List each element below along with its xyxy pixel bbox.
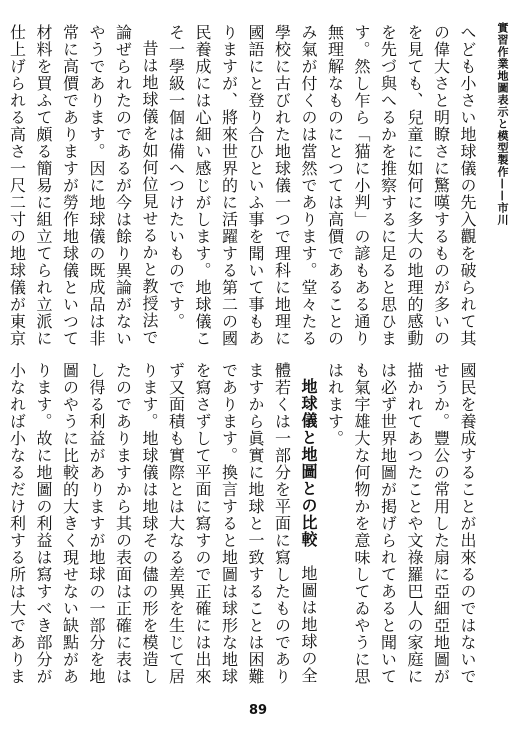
upper-text-block — [0, 24, 480, 362]
paragraph: へども小さい地球儀の先入觀を破られて其の偉大さと明瞭さに驚嘆するものが多いのを見ても、兒童に如何に多大の地理的感動を先づ與へるかを推察するに足ると思ひます。然し乍ら「猫に小判」の諺もある通り無理解なものにとつては高價であることのみ氣が付くのは當然であります。堂々たる學校に古びれた地球儀一つで理科に地理に國語にと登り合ひといふ事を聞いて事もありますが、將來世界的に活躍する第二の國民養成には心細い感じがします。地球儀こそ一學級一個は備へつけたいものです。 — [166, 24, 477, 347]
lower-text-block — [0, 362, 480, 692]
section-paragraph — [0, 362, 321, 692]
page-number: 89 — [248, 703, 268, 718]
paragraph: 昔は地球儀を如何位見せるかと教授法で論ぜられたのであるが今は餘り異論がないやうであります。因に地球儀の既成品は非常に高價でありますが勞作地球儀といつて材料を買ふて頗る簡易に組立てられ立派に仕上げられる高さ一尺二寸の地球儀が東京 — [7, 24, 159, 347]
paragraph: 國民を養成することが出來るのではないでせうか。豐公の常用した扇に亞細亞地圖が描かれてあつたことや文祿羅巴人の家庭には必ず世界地圖が掲げられてあると聞いても氣宇雄大な何物かを意味してゐやうに思はれます。 — [325, 362, 477, 685]
running-head: 實習作業地圖表示と模型製作——市川 — [496, 22, 509, 226]
section-body: 地圖は地球の全體若くは一部分を平面に寫したものでありますから眞實に地球と一致することは困難であります。換言すると地圖は球形な地球を寫さずして平面に寫すので正確には出來ず又面積も實際とは大なる差異を生じて居ります。地球儀は地球その儘の形を模造したのでありますから其の表面は正確に表はし得る利益がありますが地球の一部分を地圖のやうに比較的大きく現せない缺點があります。故に地圖の利益は寫すべき部分が小なれば小なるだけ利する所は大でありま — [7, 362, 318, 685]
section-heading: 地球儀と地圖との比較 — [299, 378, 318, 548]
